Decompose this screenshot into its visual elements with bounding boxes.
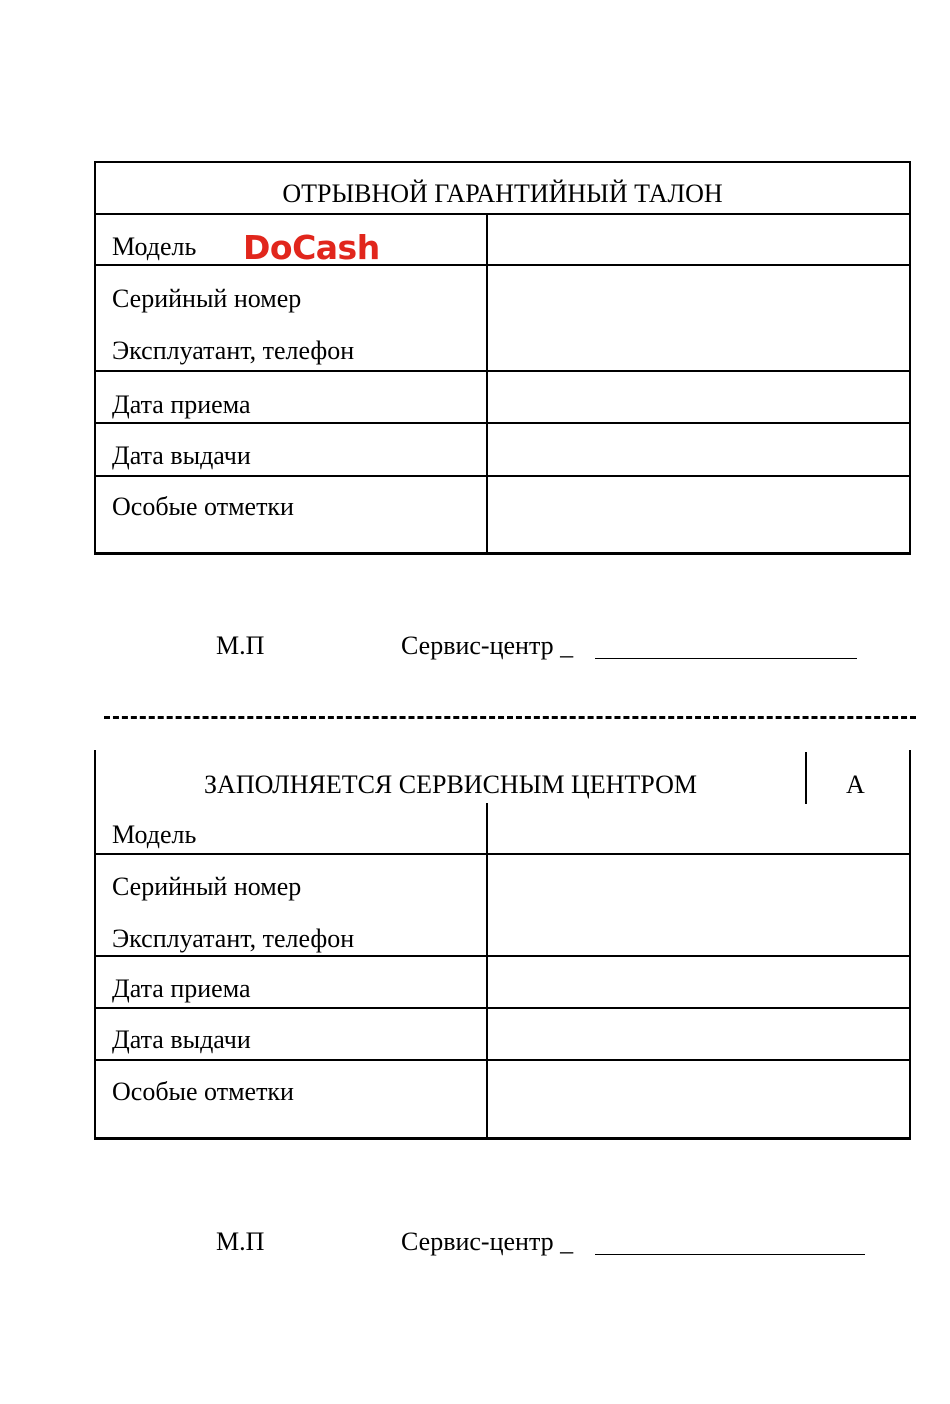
top-operator-label: Эксплуатант, телефон [112, 336, 355, 365]
top-serial-value-cell[interactable] [488, 266, 909, 370]
top-notes-label: Особые отметки [112, 492, 294, 521]
top-model-label: Модель [112, 232, 197, 261]
bottom-service-label: Сервис-центр _ [401, 1227, 574, 1256]
top-service-signature-line[interactable] [595, 658, 857, 659]
bottom-issue-date-label: Дата выдачи [112, 1025, 251, 1054]
top-notes-value-cell[interactable] [488, 477, 909, 552]
cut-line [104, 716, 916, 719]
bottom-receive-date-value-cell[interactable] [488, 957, 909, 1007]
top-model-value-cell[interactable] [488, 215, 909, 264]
top-issue-date-value-cell[interactable] [488, 424, 909, 475]
top-service-label: Сервис-центр _ [401, 631, 574, 660]
bottom-operator-label: Эксплуатант, телефон [112, 924, 355, 953]
top-serial-label: Серийный номер [112, 284, 302, 313]
bottom-receive-date-label: Дата приема [112, 974, 251, 1003]
bottom-notes-label: Особые отметки [112, 1077, 294, 1106]
bottom-service-signature-line[interactable] [595, 1254, 865, 1255]
top-issue-date-label: Дата выдачи [112, 441, 251, 470]
top-receive-date-label: Дата приема [112, 390, 251, 419]
bottom-model-label: Модель [112, 820, 197, 849]
docash-logo: DoCash [243, 228, 380, 267]
bottom-serial-value-cell[interactable] [488, 855, 909, 955]
bottom-coupon-title: ЗАПОЛНЯЕТСЯ СЕРВИСНЫМ ЦЕНТРОМ [204, 770, 697, 799]
bottom-issue-date-value-cell[interactable] [488, 1009, 909, 1059]
top-receive-date-value-cell[interactable] [488, 372, 909, 422]
bottom-notes-value-cell[interactable] [488, 1061, 909, 1137]
top-coupon-title: ОТРЫВНОЙ ГАРАНТИЙНЫЙ ТАЛОН [282, 179, 723, 208]
bottom-seal-label: М.П [216, 1227, 265, 1256]
bottom-serial-label: Серийный номер [112, 872, 302, 901]
top-seal-label: М.П [216, 631, 265, 660]
bottom-corner-letter: А [846, 770, 865, 799]
bottom-model-value-cell[interactable] [488, 805, 909, 853]
